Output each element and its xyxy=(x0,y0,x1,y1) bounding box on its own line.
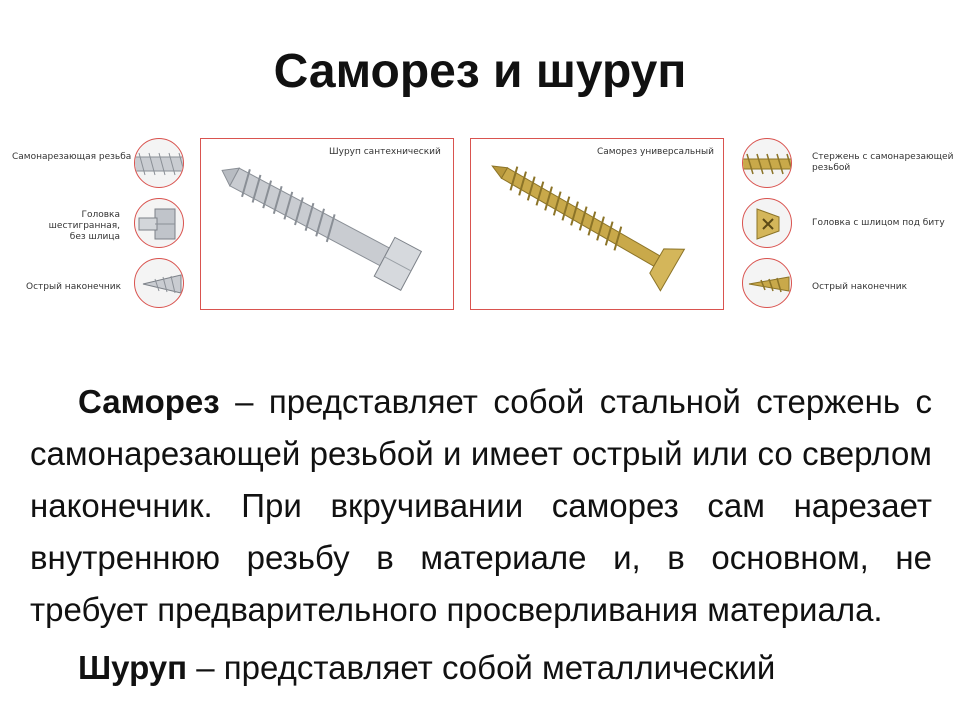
universal-tip-icon xyxy=(743,259,792,308)
sharp-tip-icon xyxy=(135,259,184,308)
plumbing-screw-panel xyxy=(200,138,454,310)
shaft-thread-detail-circle xyxy=(742,138,792,188)
plumbing-screw-caption: Шуруп сантехнический xyxy=(329,147,441,157)
term-self-tapping-screw: Саморез xyxy=(78,383,220,420)
universal-screw-caption: Саморез универсальный xyxy=(597,147,714,157)
wood-screw-definition xyxy=(30,642,932,694)
definitions-text xyxy=(30,376,932,694)
self-tapping-screw-definition xyxy=(30,376,932,636)
universal-screw-panel xyxy=(470,138,724,310)
thread-detail-icon xyxy=(135,139,184,188)
definition-body: представляет собой металлический xyxy=(223,649,776,686)
phillips-head-icon xyxy=(743,199,792,248)
label-bit-slot-head: Головка с шлицом под биту xyxy=(812,218,945,228)
universal-screw-icon xyxy=(471,139,721,307)
screw-comparison-figure xyxy=(0,130,960,320)
definition-body: представляет собой стальной стержень с самонарезающей резьбой и имеет острый или со сверлом наконечник. При вкручивании саморез сам нарезает внутреннюю резьбу в материале и, в основном, не требует предварительного просверливания материала. xyxy=(30,383,932,628)
definition-separator: – xyxy=(219,383,269,420)
hex-head-icon xyxy=(135,199,184,248)
label-universal-sharp-tip: Острый наконечник xyxy=(812,282,908,292)
plumbing-screw-icon xyxy=(201,139,451,307)
label-threaded-shaft: Стержень с самонарезающей резьбой xyxy=(812,152,954,173)
definition-separator: – xyxy=(187,649,224,686)
sharp-tip-detail-circle xyxy=(134,258,184,308)
term-wood-screw: Шуруп xyxy=(78,649,188,686)
hex-head-detail-circle xyxy=(134,198,184,248)
slotted-head-detail-circle xyxy=(742,198,792,248)
thread-detail-circle xyxy=(134,138,184,188)
label-hex-head: Головка шестигранная, без шлица xyxy=(48,210,120,242)
page-title: Саморез и шуруп xyxy=(273,45,687,98)
label-sharp-tip: Острый наконечник xyxy=(26,282,122,292)
universal-tip-detail-circle xyxy=(742,258,792,308)
label-self-tapping-thread: Самонарезающая резьба xyxy=(12,152,132,162)
shaft-thread-icon xyxy=(743,139,792,188)
